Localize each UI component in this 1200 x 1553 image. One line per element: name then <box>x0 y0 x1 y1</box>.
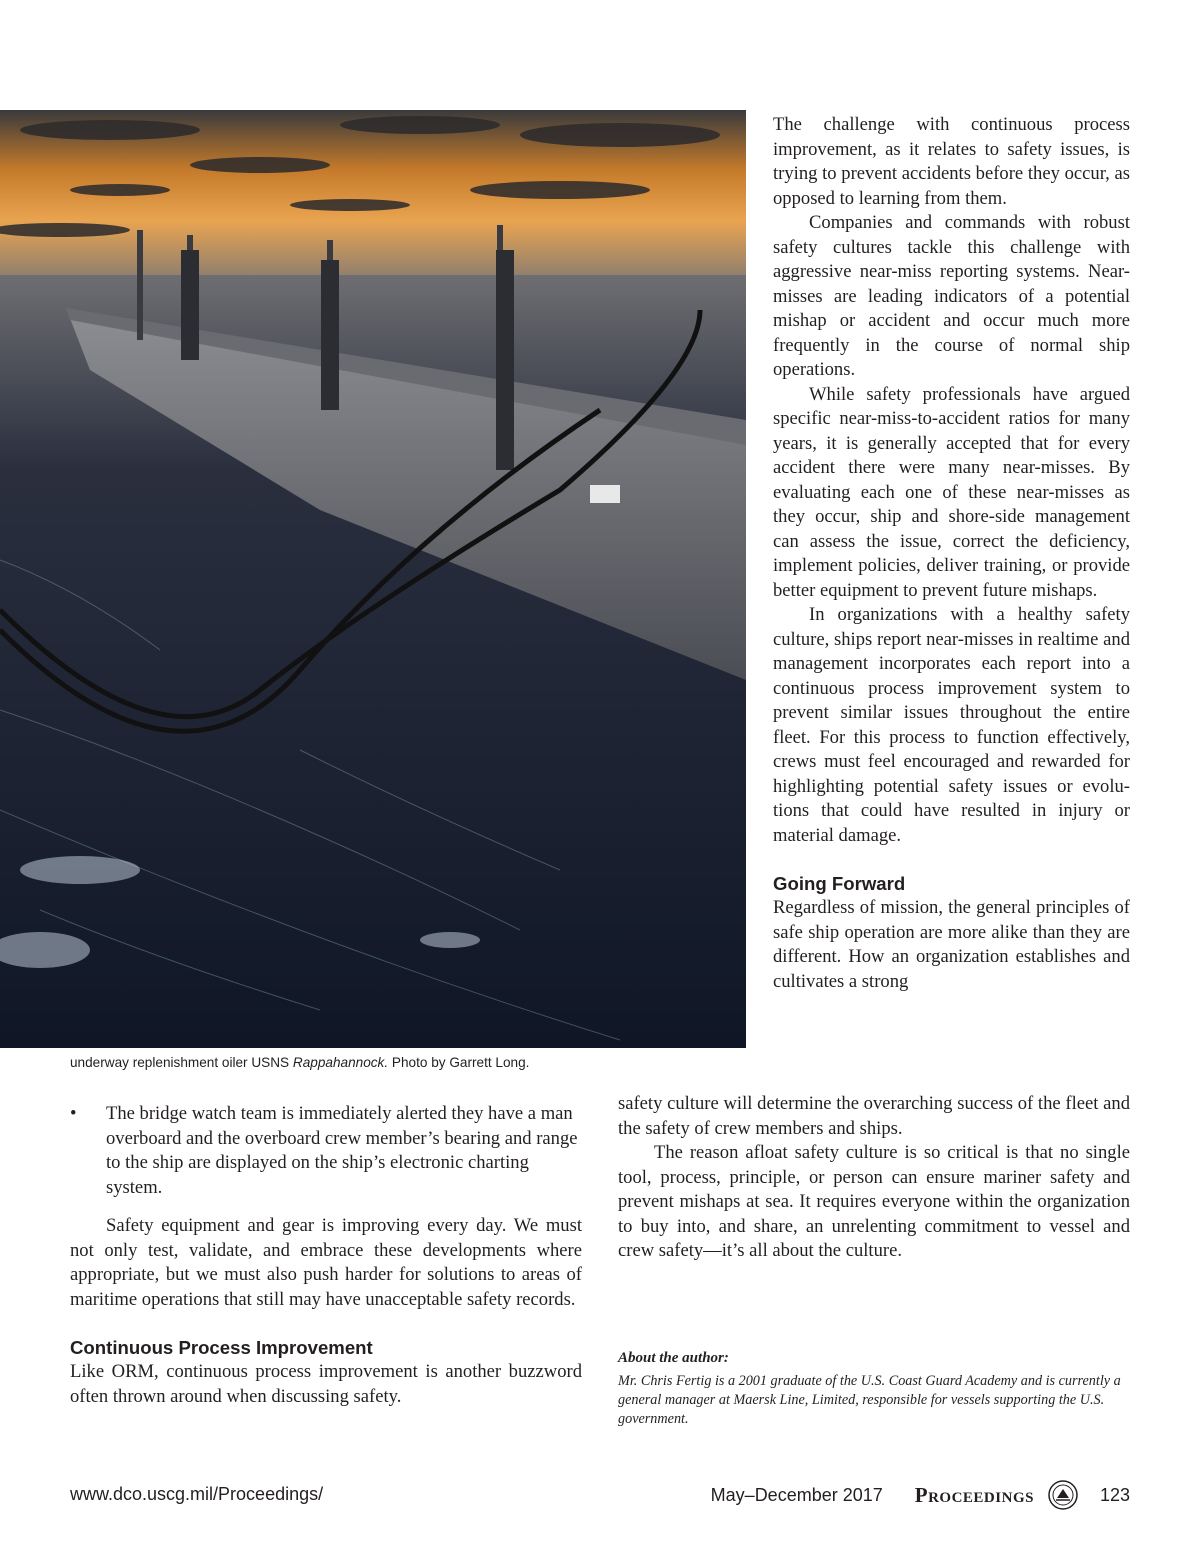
footer-magazine-name: Proceedings <box>914 1482 1034 1507</box>
paragraph-safety-equipment: Safety equipment and gear is improving every day. We must not only test, validate, and embrace these developments where appropriate, but we must also push harder for solutions to areas of maritime operations that still may have unacceptable safety records. <box>70 1215 582 1310</box>
footer-url: www.dco.uscg.mil/Proceedings/ <box>70 1484 324 1504</box>
about-author-title: About the author: <box>618 1350 729 1366</box>
caption-ship-name: Rappahannock. <box>292 1055 389 1070</box>
footer-page-number: 123 <box>1099 1484 1130 1505</box>
paragraph-near-miss-ratios: While safety professionals have argued specific near-miss-to-accident ratios for many years, it is generally accepted that for every accident there were many near-misses. By evaluating each one of these near-misses as they occur, ship and shore-side management can assess the issue, correct the deficiency, implement policies, deliver training, or provide better equipment to prevent future mishaps. <box>773 383 1130 601</box>
caption-credit: Photo by Garrett Long. <box>388 1055 530 1070</box>
paragraph-challenge: The challenge with continuous process improvement, as it relates to safety issues, is trying to prevent accidents before they occur, as opposed to learning from them. <box>773 114 1130 209</box>
about-author-text: Mr. Chris Fertig is a 2001 graduate of the U.S. Coast Guard Academy and is currently a general manager at Maersk Line, Limited, responsible for vessels supporting the U.S. government. <box>618 1373 1121 1427</box>
right-column-top <box>773 113 1130 994</box>
coast-guard-seal-icon <box>1048 1480 1078 1510</box>
bullet-text: The bridge watch team is immediately alerted they have a man overboard and the overboard crew member’s bearing and range to the ship are displayed on the ship’s electronic charting system. <box>106 1103 578 1198</box>
heading-going-forward: Going Forward <box>773 873 906 894</box>
paragraph-companies: Companies and commands with robust safety cultures tackle this challenge with aggressive near-miss reporting systems. Near-misses are leading indicators of a potential mishap or accident and occur much more frequently in the course of normal ship operations. <box>773 212 1130 380</box>
ship-photo-illustration <box>0 110 746 1048</box>
heading-continuous-process: Continuous Process Improvement <box>70 1337 373 1358</box>
paragraph-regardless-end: safety culture will determine the overarching success of the fleet and the safety of crew members and ships. <box>618 1093 1130 1139</box>
paragraph-like-orm: Like ORM, continuous process improvement is another buzzword often thrown around when discussing safety. <box>70 1361 582 1407</box>
paragraph-reason-afloat: The reason afloat safety culture is so critical is that no single tool, process, principle, or person can ensure mariner safety and prevent mishaps at sea. It requires everyone within the organization to buy into, and share, an unrelenting commitment to vessel and crew safety—it’s all about the culture. <box>618 1142 1130 1261</box>
photo-caption <box>70 1055 630 1070</box>
right-column-bottom <box>618 1092 1130 1264</box>
ship-photo <box>0 110 746 1048</box>
paragraph-regardless-start: Regardless of mission, the general principles of safe ship operation are more alike than they are different. How an organization establishes and cultivates a strong <box>773 897 1130 992</box>
bullet-item <box>70 1102 582 1200</box>
footer-right <box>711 1480 1130 1510</box>
caption-prefix: underway replenishment oiler USNS <box>70 1055 293 1070</box>
bullet-icon: • <box>70 1103 77 1124</box>
footer-date: May–December 2017 <box>710 1484 883 1505</box>
paragraph-healthy-culture: In organizations with a healthy safety culture, ships report near-misses in realtime and management incorporates each report into a continuous process improvement system to prevent similar issues throughout the entire fleet. For this process to function effectively, crews must feel encouraged and rewarded for highlighting potential safety issues or evolutions that could have resulted in injury or material damage. <box>773 604 1130 846</box>
left-column <box>70 1102 582 1409</box>
